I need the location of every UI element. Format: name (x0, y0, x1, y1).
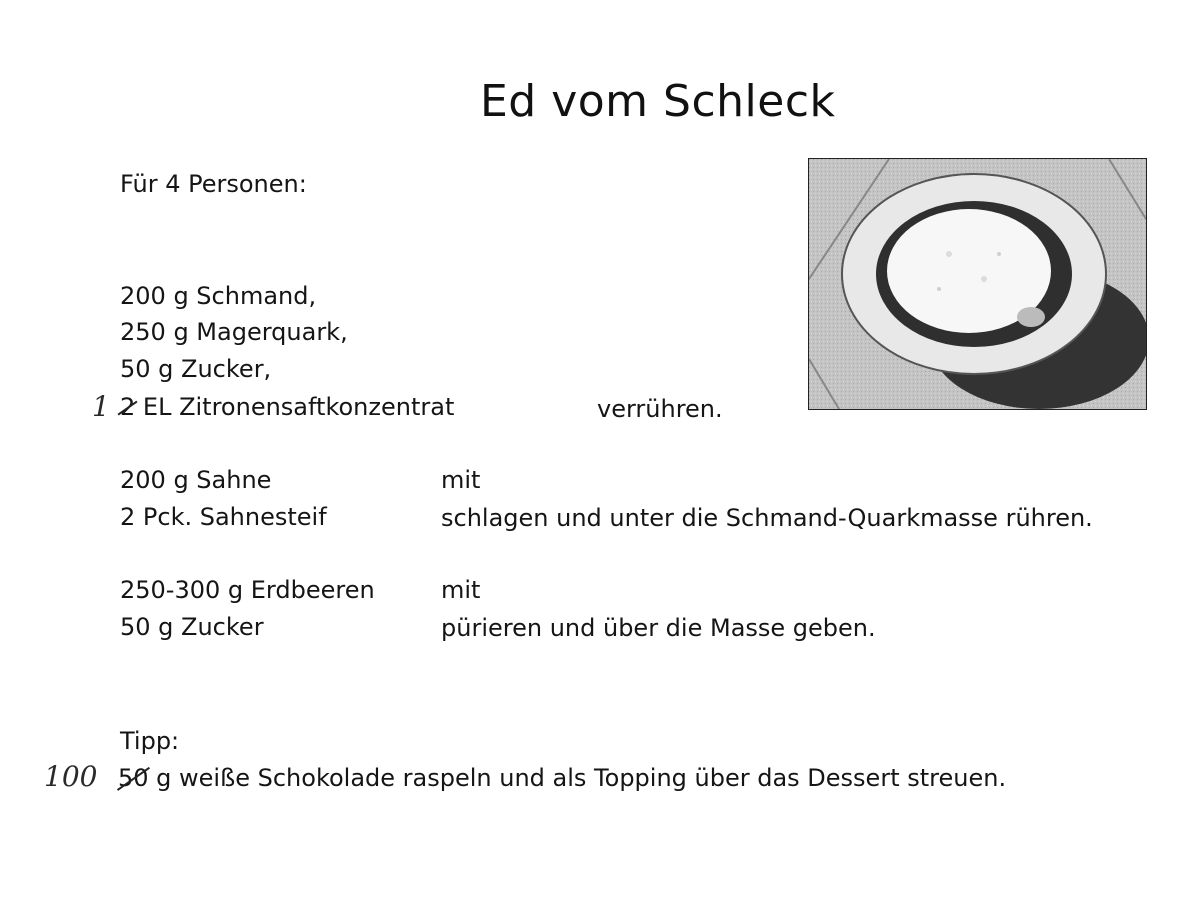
ingredient-sahnesteif: 2 Pck. Sahnesteif (120, 503, 327, 531)
ingredient-magerquark: 250 g Magerquark, (120, 318, 348, 346)
servings: Für 4 Personen: (120, 170, 307, 198)
ingredient-sahne: 200 g Sahne (120, 466, 272, 494)
ingredient-erdbeeren: 250-300 g Erdbeeren (120, 576, 375, 604)
instruction-verruehren: verrühren. (597, 395, 723, 423)
ingredient-zucker-1: 50 g Zucker, (120, 355, 272, 383)
spoon (1017, 307, 1045, 327)
connector-mit-2: mit (441, 576, 481, 604)
tip-text: 50 g weiße Schokolade raspeln und als Topping über das Dessert streuen. (118, 764, 1007, 792)
ingredient-schmand: 200 g Schmand, (120, 282, 317, 310)
dessert-bowl-icon (809, 159, 1146, 409)
connector-mit-1: mit (441, 466, 481, 494)
handwritten-lemon-amount: 1 (92, 390, 110, 423)
recipe-title: Ed vom Schleck (480, 76, 836, 127)
ingredient-zitronensaft: 2 EL Zitronensaftkonzentrat (120, 393, 454, 421)
tip-heading: Tipp: (120, 727, 180, 755)
ingredient-zucker-2: 50 g Zucker (120, 613, 264, 641)
struck-lemon-amount: 2 (120, 393, 135, 421)
dessert-bowl-photo (808, 158, 1147, 410)
instruction-puerieren: pürieren und über die Masse geben. (441, 614, 876, 642)
instruction-schlagen: schlagen und unter die Schmand-Quarkmasse rühren. (441, 504, 1093, 532)
struck-chocolate-amount: 50 (118, 764, 149, 792)
handwritten-chocolate-amount: 100 (44, 760, 98, 793)
